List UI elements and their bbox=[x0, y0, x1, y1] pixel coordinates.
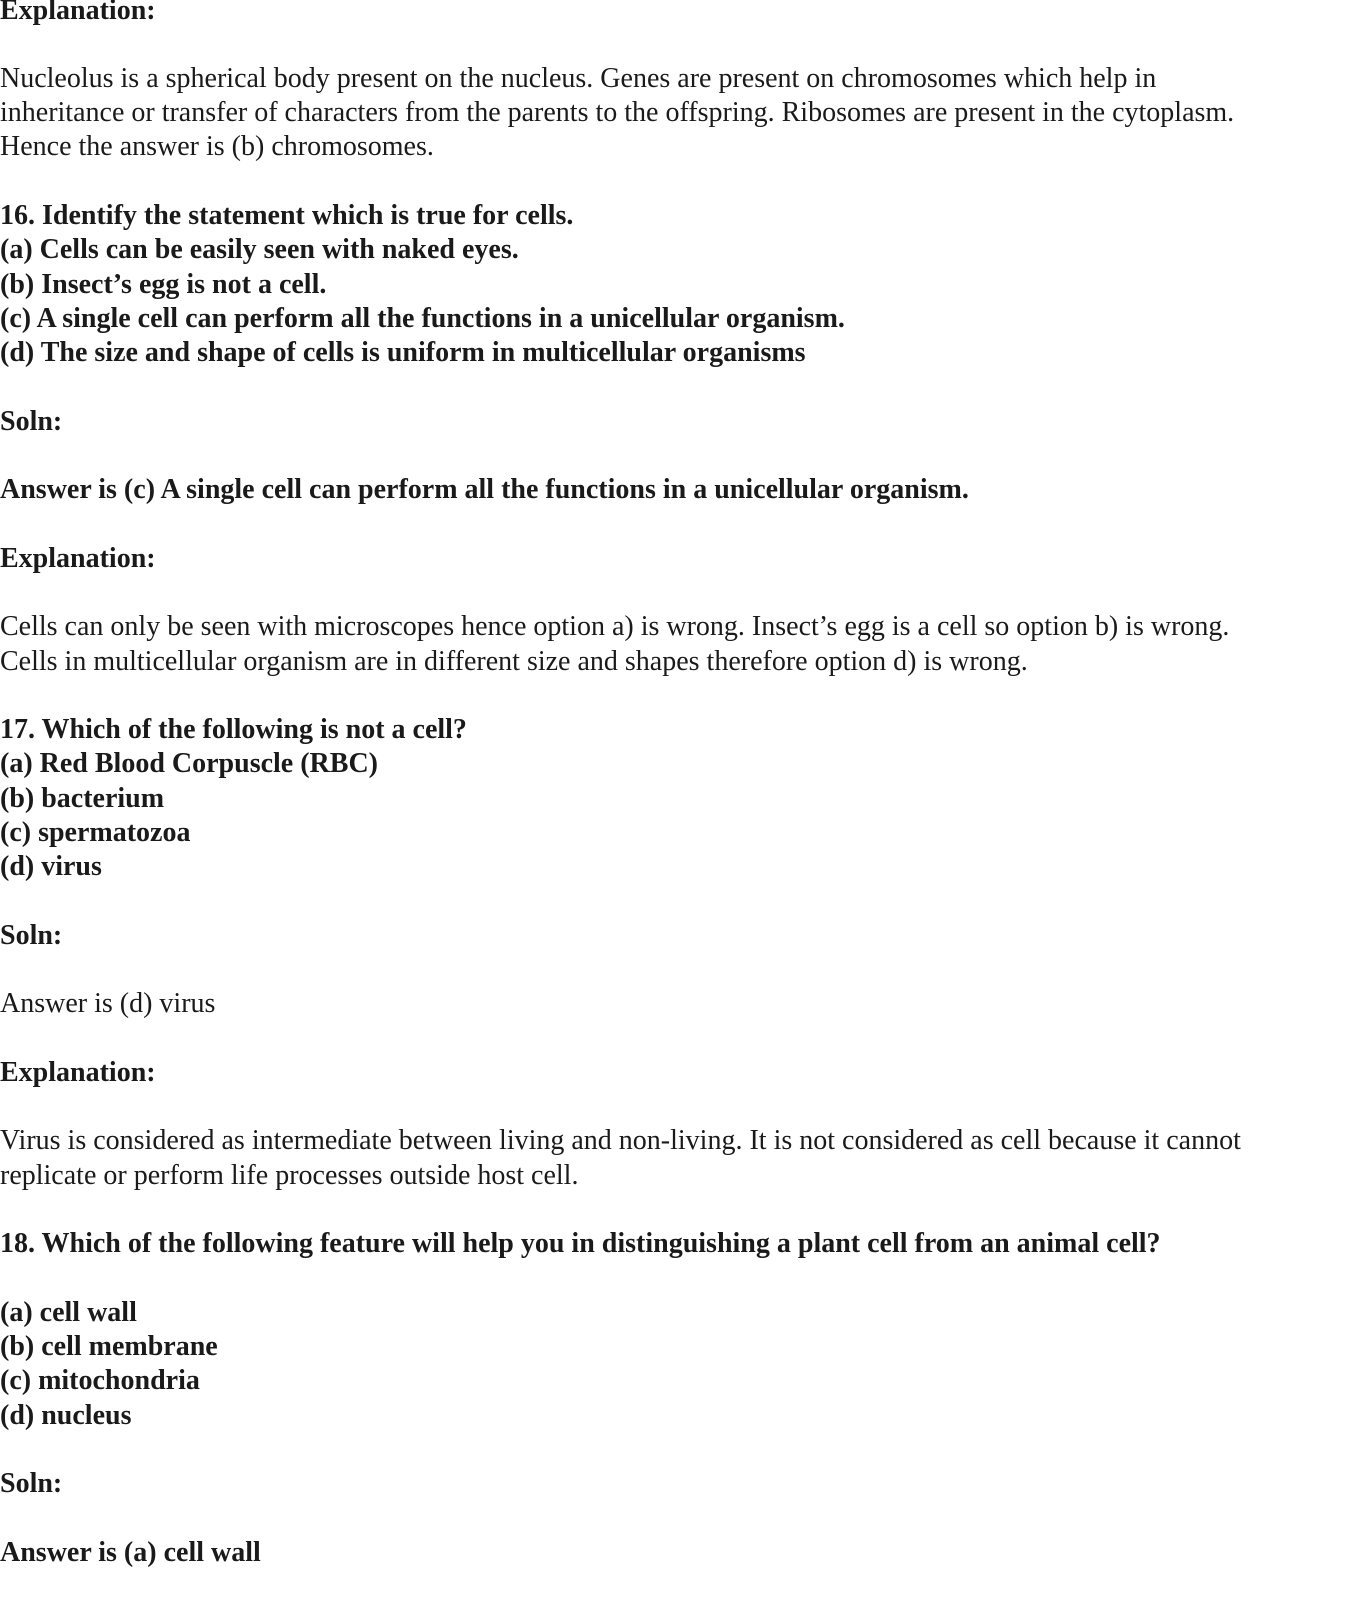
q17-option-a: (a) Red Blood Corpuscle (RBC) bbox=[0, 748, 378, 779]
q18-soln-label: Soln: bbox=[0, 1468, 63, 1499]
q16-explanation-line: Cells in multicellular organism are in different size and shapes therefore option d) is wrong. bbox=[0, 646, 1028, 677]
q18-option-a: (a) cell wall bbox=[0, 1297, 137, 1328]
q18-option-c: (c) mitochondria bbox=[0, 1365, 200, 1396]
q17-explanation-line: replicate or perform life processes outside host cell. bbox=[0, 1160, 579, 1191]
q17-explanation-heading: Explanation: bbox=[0, 1057, 156, 1088]
q17-option-d: (d) virus bbox=[0, 851, 102, 882]
q16-option-a: (a) Cells can be easily seen with naked eyes. bbox=[0, 234, 519, 265]
explanation-heading: Explanation: bbox=[0, 0, 156, 26]
q16-explanation-line: Cells can only be seen with microscopes hence option a) is wrong. Insect’s egg is a cell so option b) is wrong. bbox=[0, 611, 1230, 642]
q17-explanation-line: Virus is considered as intermediate between living and non-living. It is not considered as cell because it cannot bbox=[0, 1125, 1241, 1156]
q17-soln-label: Soln: bbox=[0, 920, 63, 951]
question-18: 18. Which of the following feature will help you in distinguishing a plant cell from an animal cell? bbox=[0, 1228, 1161, 1259]
question-17: 17. Which of the following is not a cell? bbox=[0, 714, 467, 745]
q17-answer: Answer is (d) virus bbox=[0, 988, 216, 1019]
explanation-line: Hence the answer is (b) chromosomes. bbox=[0, 131, 434, 162]
q17-option-b: (b) bacterium bbox=[0, 783, 165, 814]
q17-option-c: (c) spermatozoa bbox=[0, 817, 191, 848]
q16-option-c: (c) A single cell can perform all the functions in a unicellular organism. bbox=[0, 303, 845, 334]
q18-option-b: (b) cell membrane bbox=[0, 1331, 218, 1362]
explanation-line: Nucleolus is a spherical body present on the nucleus. Genes are present on chromosomes which help in bbox=[0, 63, 1157, 94]
q18-answer: Answer is (a) cell wall bbox=[0, 1537, 261, 1568]
q16-option-b: (b) Insect’s egg is not a cell. bbox=[0, 269, 327, 300]
q16-option-d: (d) The size and shape of cells is uniform in multicellular organisms bbox=[0, 337, 806, 368]
question-16: 16. Identify the statement which is true for cells. bbox=[0, 200, 574, 231]
q16-explanation-heading: Explanation: bbox=[0, 543, 156, 574]
q16-soln-label: Soln: bbox=[0, 406, 63, 437]
explanation-line: inheritance or transfer of characters from the parents to the offspring. Ribosomes are present in the cytoplasm. bbox=[0, 97, 1235, 128]
q16-answer: Answer is (c) A single cell can perform all the functions in a unicellular organism. bbox=[0, 474, 969, 505]
q18-option-d: (d) nucleus bbox=[0, 1400, 132, 1431]
